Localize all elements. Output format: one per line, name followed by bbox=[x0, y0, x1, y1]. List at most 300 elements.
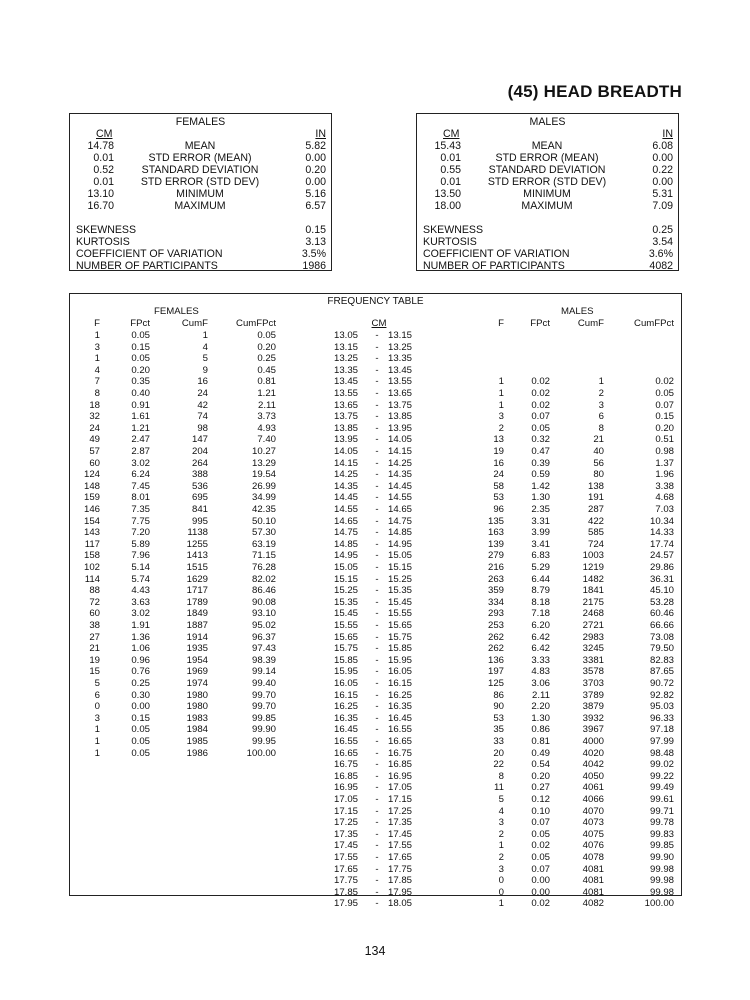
range-end: 15.75 bbox=[388, 631, 413, 643]
range-end: 15.05 bbox=[388, 550, 413, 562]
summary-cm-value: 0.01 bbox=[93, 176, 114, 188]
summary-label: STD ERROR (MEAN) bbox=[148, 152, 252, 164]
summary-in-value: 5.31 bbox=[652, 188, 673, 200]
female-cumf-value: 1629 bbox=[186, 573, 208, 585]
female-cumf-value: 74 bbox=[197, 411, 208, 423]
range-start: 15.55 bbox=[333, 620, 358, 631]
male-cumf-value: 4000 bbox=[582, 736, 604, 747]
female-cumf-value: 42 bbox=[197, 399, 208, 411]
female-cumf-value: 1984 bbox=[186, 724, 208, 736]
female-cumf-value: 4 bbox=[202, 341, 208, 353]
summary-row bbox=[417, 164, 673, 176]
female-fpct-value: 7.20 bbox=[131, 527, 150, 539]
male-fpct-value: 0.07 bbox=[531, 411, 550, 423]
female-cumfpct-value: 0.81 bbox=[257, 376, 276, 388]
male-f-value: 0 bbox=[498, 875, 504, 887]
female-cumfpct-value: 99.85 bbox=[251, 712, 276, 724]
male-cumfpct-value: 14.33 bbox=[649, 527, 674, 539]
summary-cm-value: 13.50 bbox=[434, 188, 461, 200]
range-dash: - bbox=[375, 689, 379, 701]
male-f-value: 16 bbox=[493, 457, 504, 469]
female-cumfpct-value: 63.19 bbox=[251, 538, 276, 550]
male-f-value: 334 bbox=[487, 596, 504, 608]
range-start: 15.95 bbox=[333, 666, 358, 678]
range-end: 13.75 bbox=[388, 399, 413, 411]
range-end: 15.15 bbox=[388, 562, 413, 573]
range-dash: - bbox=[375, 492, 379, 504]
male-f-value: 58 bbox=[493, 480, 504, 492]
range-end: 17.95 bbox=[388, 886, 413, 898]
female-fpct-value: 5.74 bbox=[131, 573, 150, 585]
female-cumf-value: 1983 bbox=[186, 712, 208, 724]
male-cumfpct-value: 99.02 bbox=[649, 759, 674, 771]
range-start: 14.35 bbox=[333, 480, 358, 492]
range-end: 13.85 bbox=[388, 411, 413, 423]
summary-row bbox=[70, 164, 326, 176]
female-cumf-value: 1986 bbox=[186, 747, 208, 759]
range-dash: - bbox=[375, 376, 379, 388]
range-dash: - bbox=[375, 631, 379, 643]
female-f-value: 3 bbox=[94, 712, 100, 724]
male-cumf-value: 724 bbox=[587, 538, 604, 550]
females-summary-box bbox=[69, 113, 332, 271]
male-fpct-value: 0.54 bbox=[531, 759, 550, 771]
female-f-value: 158 bbox=[83, 550, 100, 562]
female-fpct-value: 1.61 bbox=[131, 411, 150, 423]
range-dash: - bbox=[375, 875, 379, 887]
male-f-value: 86 bbox=[493, 689, 504, 701]
summary-label: MEAN bbox=[531, 140, 563, 152]
male-cumfpct-value: 3.38 bbox=[655, 480, 674, 492]
female-cumf-value: 1974 bbox=[186, 678, 208, 689]
range-start: 16.55 bbox=[333, 736, 358, 747]
female-f-value: 32 bbox=[89, 411, 100, 423]
male-fpct-value: 0.02 bbox=[531, 376, 550, 388]
female-f-value: 18 bbox=[89, 399, 100, 411]
summary-stat-row bbox=[76, 224, 326, 236]
range-dash: - bbox=[375, 654, 379, 666]
male-fpct-value: 0.86 bbox=[531, 724, 550, 736]
female-f-value: 27 bbox=[89, 631, 100, 643]
male-fpct-value: 0.49 bbox=[531, 747, 550, 759]
summary-stat-row bbox=[76, 236, 326, 248]
female-f-value: 60 bbox=[89, 608, 100, 620]
male-cumfpct-value: 1.96 bbox=[655, 469, 674, 481]
female-fpct-value: 0.05 bbox=[131, 747, 150, 759]
female-fpct-value: 3.02 bbox=[131, 457, 150, 469]
female-fpct-value: 8.01 bbox=[131, 492, 150, 504]
female-fpct-value: 0.30 bbox=[131, 689, 150, 701]
frequency-table bbox=[69, 293, 682, 910]
female-f-value: 143 bbox=[83, 527, 100, 539]
female-cumfpct-value: 96.37 bbox=[251, 631, 276, 643]
male-fpct-value: 0.81 bbox=[531, 736, 550, 747]
range-start: 17.75 bbox=[333, 875, 358, 887]
female-cumfpct-value: 50.10 bbox=[251, 515, 276, 527]
male-fpct-value: 1.30 bbox=[531, 492, 550, 504]
male-cumfpct-value: 99.98 bbox=[649, 886, 674, 898]
male-f-value: 135 bbox=[487, 515, 504, 527]
female-cumf-value: 1914 bbox=[186, 631, 208, 643]
male-cumf-value: 6 bbox=[598, 411, 604, 423]
male-cumfpct-value: 45.10 bbox=[649, 585, 674, 597]
summary-stat-row bbox=[423, 224, 673, 236]
male-cumf-value: 56 bbox=[593, 457, 604, 469]
female-cumfpct-value: 7.40 bbox=[257, 434, 276, 446]
range-end: 16.35 bbox=[388, 701, 413, 713]
range-dash: - bbox=[375, 527, 379, 539]
female-fpct-value: 0.00 bbox=[131, 701, 150, 713]
stat-label: NUMBER OF PARTICIPANTS bbox=[423, 260, 565, 272]
range-dash: - bbox=[375, 828, 379, 840]
female-cumf-value: 16 bbox=[197, 376, 208, 388]
range-start: 16.05 bbox=[333, 678, 358, 689]
female-fpct-value: 0.15 bbox=[131, 712, 150, 724]
summary-row bbox=[417, 200, 673, 212]
female-f-value: 1 bbox=[94, 736, 100, 747]
female-f-value: 6 bbox=[94, 689, 100, 701]
male-fpct-value: 7.18 bbox=[531, 608, 550, 620]
male-f-value: 20 bbox=[493, 747, 504, 759]
summary-row bbox=[70, 200, 326, 212]
female-cumf-value: 1849 bbox=[186, 608, 208, 620]
range-end: 14.35 bbox=[388, 469, 413, 481]
summary-label: MINIMUM bbox=[176, 188, 224, 200]
range-dash: - bbox=[375, 480, 379, 492]
summary-cm-value: 14.78 bbox=[87, 140, 114, 152]
male-cumfpct-value: 0.20 bbox=[655, 422, 674, 434]
male-fpct-value: 4.83 bbox=[531, 666, 550, 678]
summary-cm-value: 0.55 bbox=[440, 164, 461, 176]
range-dash: - bbox=[375, 782, 379, 794]
summary-row bbox=[417, 140, 673, 152]
female-fpct-value: 7.45 bbox=[131, 480, 150, 492]
female-f-value: 1 bbox=[94, 353, 100, 365]
male-cumf-value: 21 bbox=[593, 434, 604, 446]
female-f-value: 57 bbox=[89, 446, 100, 457]
range-end: 13.95 bbox=[388, 422, 413, 434]
male-f-value: 139 bbox=[487, 538, 504, 550]
male-f-value: 33 bbox=[493, 736, 504, 747]
male-cumf-value: 2 bbox=[598, 388, 604, 399]
range-end: 15.95 bbox=[388, 654, 413, 666]
female-cumfpct-value: 0.25 bbox=[257, 353, 276, 365]
female-cumfpct-value: 99.90 bbox=[251, 724, 276, 736]
male-f-value: 359 bbox=[487, 585, 504, 597]
range-start: 13.65 bbox=[333, 399, 358, 411]
range-end: 16.85 bbox=[388, 759, 413, 771]
male-cumf-value: 191 bbox=[587, 492, 604, 504]
female-f-value: 148 bbox=[83, 480, 100, 492]
summary-label: STANDARD DEVIATION bbox=[488, 164, 606, 176]
summary-cm-value: 13.10 bbox=[87, 188, 114, 200]
stat-label: COEFFICIENT OF VARIATION bbox=[76, 248, 223, 260]
male-cumfpct-value: 97.99 bbox=[649, 736, 674, 747]
males-summary-box bbox=[416, 113, 679, 271]
frequency-table-title: FREQUENCY TABLE bbox=[327, 296, 424, 307]
female-fpct-value: 5.14 bbox=[131, 562, 150, 573]
male-cumfpct-value: 99.78 bbox=[649, 817, 674, 829]
male-fpct-value: 0.05 bbox=[531, 828, 550, 840]
female-f-value: 0 bbox=[94, 701, 100, 713]
range-end: 16.75 bbox=[388, 747, 413, 759]
male-cumfpct-value: 1.37 bbox=[655, 457, 674, 469]
male-fpct-value: 0.59 bbox=[531, 469, 550, 481]
range-dash: - bbox=[375, 411, 379, 423]
female-cumfpct-value: 99.70 bbox=[251, 689, 276, 701]
male-f-value: 125 bbox=[487, 678, 504, 689]
range-start: 13.55 bbox=[333, 388, 358, 399]
range-start: 16.65 bbox=[333, 747, 358, 759]
range-dash: - bbox=[375, 712, 379, 724]
male-fpct-value: 0.07 bbox=[531, 863, 550, 875]
male-fpct-value: 1.42 bbox=[531, 480, 550, 492]
male-fpct-value: 0.02 bbox=[531, 840, 550, 852]
female-f-value: 24 bbox=[89, 422, 100, 434]
range-end: 15.55 bbox=[388, 608, 413, 620]
male-cumf-value: 4070 bbox=[582, 805, 604, 817]
female-f-value: 19 bbox=[89, 654, 100, 666]
male-cumf-value: 4075 bbox=[582, 828, 604, 840]
female-cumfpct-value: 34.99 bbox=[251, 492, 276, 504]
range-dash: - bbox=[375, 898, 379, 910]
male-f-value: 216 bbox=[487, 562, 504, 573]
male-f-value: 262 bbox=[487, 631, 504, 643]
range-dash: - bbox=[375, 388, 379, 399]
summary-stat-row bbox=[76, 260, 326, 272]
range-end: 13.55 bbox=[388, 376, 413, 388]
range-start: 13.25 bbox=[333, 353, 358, 365]
male-f-value: 8 bbox=[498, 770, 504, 782]
range-start: 16.95 bbox=[333, 782, 358, 794]
col-header-cumfpct: CumFPct bbox=[634, 318, 674, 329]
range-end: 16.45 bbox=[388, 712, 413, 724]
stat-label: KURTOSIS bbox=[423, 236, 477, 248]
male-cumf-value: 1482 bbox=[582, 573, 604, 585]
range-end: 14.05 bbox=[388, 434, 413, 446]
range-dash: - bbox=[375, 770, 379, 782]
male-fpct-value: 0.47 bbox=[531, 446, 550, 457]
range-dash: - bbox=[375, 550, 379, 562]
summary-in-value: 0.00 bbox=[305, 152, 326, 164]
summary-in-value: 0.20 bbox=[305, 164, 326, 176]
range-start: 15.75 bbox=[333, 643, 358, 655]
range-end: 16.15 bbox=[388, 678, 413, 689]
male-cumfpct-value: 99.71 bbox=[649, 805, 674, 817]
male-cumfpct-value: 0.98 bbox=[655, 446, 674, 457]
range-end: 13.35 bbox=[388, 353, 413, 365]
female-cumfpct-value: 57.30 bbox=[251, 527, 276, 539]
stat-label: NUMBER OF PARTICIPANTS bbox=[76, 260, 218, 272]
female-fpct-value: 0.40 bbox=[131, 388, 150, 399]
female-cumf-value: 695 bbox=[191, 492, 208, 504]
male-cumf-value: 3703 bbox=[582, 678, 604, 689]
range-start: 13.05 bbox=[333, 330, 358, 341]
range-start: 17.55 bbox=[333, 852, 358, 863]
range-end: 17.55 bbox=[388, 840, 413, 852]
male-cumf-value: 287 bbox=[587, 504, 604, 515]
male-cumfpct-value: 0.02 bbox=[655, 376, 674, 388]
male-cumf-value: 4081 bbox=[582, 875, 604, 887]
male-f-value: 1 bbox=[498, 840, 504, 852]
male-f-value: 1 bbox=[498, 399, 504, 411]
summary-stat-row bbox=[423, 260, 673, 272]
range-end: 13.45 bbox=[388, 364, 413, 376]
summary-in-value: 0.00 bbox=[305, 176, 326, 188]
summary-cm-value: 15.43 bbox=[434, 140, 461, 152]
summary-cm-value: 16.70 bbox=[87, 200, 114, 212]
female-cumf-value: 1 bbox=[202, 330, 208, 341]
range-dash: - bbox=[375, 434, 379, 446]
female-cumfpct-value: 90.08 bbox=[251, 596, 276, 608]
male-f-value: 3 bbox=[498, 863, 504, 875]
male-cumfpct-value: 99.49 bbox=[649, 782, 674, 794]
range-dash: - bbox=[375, 736, 379, 747]
female-cumfpct-value: 10.27 bbox=[251, 446, 276, 457]
male-cumf-value: 1219 bbox=[582, 562, 604, 573]
summary-label: STANDARD DEVIATION bbox=[141, 164, 259, 176]
range-start: 15.45 bbox=[333, 608, 358, 620]
range-start: 14.25 bbox=[333, 469, 358, 481]
male-f-value: 53 bbox=[493, 712, 504, 724]
female-cumfpct-value: 4.93 bbox=[257, 422, 276, 434]
range-dash: - bbox=[375, 422, 379, 434]
female-f-value: 102 bbox=[83, 562, 100, 573]
female-cumfpct-value: 76.28 bbox=[251, 562, 276, 573]
summary-in-value: 6.08 bbox=[652, 140, 673, 152]
female-fpct-value: 5.89 bbox=[131, 538, 150, 550]
male-fpct-value: 3.31 bbox=[531, 515, 550, 527]
summary-label: MEAN bbox=[184, 140, 216, 152]
female-fpct-value: 0.20 bbox=[131, 364, 150, 376]
male-cumfpct-value: 4.68 bbox=[655, 492, 674, 504]
female-f-value: 72 bbox=[89, 596, 100, 608]
range-end: 17.35 bbox=[388, 817, 413, 829]
male-f-value: 262 bbox=[487, 643, 504, 655]
female-cumf-value: 841 bbox=[191, 504, 208, 515]
male-cumfpct-value: 99.90 bbox=[649, 852, 674, 863]
female-cumf-value: 1980 bbox=[186, 701, 208, 713]
female-f-value: 38 bbox=[89, 620, 100, 631]
stat-value: 3.5% bbox=[301, 248, 326, 260]
males-summary-header: MALES bbox=[529, 116, 566, 128]
female-cumf-value: 1515 bbox=[186, 562, 208, 573]
female-fpct-value: 0.15 bbox=[131, 341, 150, 353]
stat-value: 3.13 bbox=[305, 236, 326, 248]
male-fpct-value: 0.02 bbox=[531, 399, 550, 411]
male-cumf-value: 585 bbox=[587, 527, 604, 539]
male-cumf-value: 3932 bbox=[582, 712, 604, 724]
summary-in-value: 7.09 bbox=[652, 200, 673, 212]
male-cumf-value: 2983 bbox=[582, 631, 604, 643]
male-f-value: 1 bbox=[498, 376, 504, 388]
female-cumfpct-value: 82.02 bbox=[251, 573, 276, 585]
female-cumf-value: 1138 bbox=[187, 527, 208, 539]
range-dash: - bbox=[375, 330, 379, 341]
female-cumfpct-value: 26.99 bbox=[251, 480, 276, 492]
range-end: 14.85 bbox=[388, 527, 413, 539]
male-fpct-value: 0.32 bbox=[531, 434, 550, 446]
stat-value: 1986 bbox=[302, 260, 326, 272]
male-cumfpct-value: 17.74 bbox=[649, 538, 674, 550]
male-fpct-value: 0.05 bbox=[531, 852, 550, 863]
summary-in-value: 0.00 bbox=[652, 152, 673, 164]
female-cumf-value: 204 bbox=[191, 446, 208, 457]
stat-value: 0.15 bbox=[305, 224, 326, 236]
col-header-cumf: CumF bbox=[181, 318, 208, 329]
male-cumf-value: 3 bbox=[598, 399, 604, 411]
female-cumf-value: 1887 bbox=[186, 620, 208, 631]
range-start: 16.35 bbox=[333, 712, 358, 724]
male-f-value: 293 bbox=[487, 608, 504, 620]
male-cumf-value: 4082 bbox=[582, 898, 604, 910]
male-fpct-value: 8.79 bbox=[531, 585, 550, 597]
male-cumf-value: 138 bbox=[587, 480, 604, 492]
range-dash: - bbox=[375, 562, 379, 573]
range-end: 17.85 bbox=[388, 875, 413, 887]
male-cumfpct-value: 0.15 bbox=[655, 411, 674, 423]
range-start: 14.95 bbox=[333, 550, 358, 562]
male-cumf-value: 80 bbox=[593, 469, 604, 481]
summary-label: STD ERROR (MEAN) bbox=[495, 152, 599, 164]
female-cumfpct-value: 98.39 bbox=[251, 654, 276, 666]
male-cumfpct-value: 99.61 bbox=[649, 794, 674, 805]
females-unit-cm: CM bbox=[96, 128, 113, 140]
range-dash: - bbox=[375, 353, 379, 365]
summary-cm-value: 0.01 bbox=[93, 152, 114, 164]
male-cumfpct-value: 73.08 bbox=[649, 631, 674, 643]
male-cumf-value: 4042 bbox=[582, 759, 604, 771]
range-end: 15.45 bbox=[388, 596, 413, 608]
female-f-value: 8 bbox=[94, 388, 100, 399]
female-cumfpct-value: 100.00 bbox=[246, 747, 276, 759]
range-dash: - bbox=[375, 341, 379, 353]
male-cumfpct-value: 29.86 bbox=[649, 562, 674, 573]
female-cumfpct-value: 99.14 bbox=[251, 666, 276, 678]
male-fpct-value: 0.00 bbox=[531, 886, 550, 898]
range-start: 17.65 bbox=[333, 863, 358, 875]
stat-label: SKEWNESS bbox=[423, 224, 484, 236]
female-cumf-value: 1789 bbox=[186, 596, 208, 608]
male-fpct-value: 0.10 bbox=[531, 805, 550, 817]
range-end: 16.65 bbox=[388, 736, 413, 747]
male-f-value: 253 bbox=[487, 620, 504, 631]
female-cumf-value: 1980 bbox=[186, 689, 208, 701]
range-end: 17.65 bbox=[388, 852, 413, 863]
male-fpct-value: 6.44 bbox=[531, 573, 550, 585]
male-cumf-value: 4050 bbox=[582, 770, 604, 782]
male-cumfpct-value: 0.07 bbox=[655, 399, 674, 411]
summary-label: STD ERROR (STD DEV) bbox=[487, 176, 607, 188]
males-unit-cm: CM bbox=[443, 128, 460, 140]
female-f-value: 1 bbox=[94, 747, 100, 759]
male-cumfpct-value: 99.83 bbox=[649, 828, 674, 840]
col-header-cumfpct: CumFPct bbox=[236, 318, 276, 329]
female-cumf-value: 1935 bbox=[186, 643, 208, 655]
range-dash: - bbox=[375, 678, 379, 689]
male-f-value: 0 bbox=[498, 886, 504, 898]
col-header-fpct: FPct bbox=[130, 318, 150, 329]
male-cumfpct-value: 0.05 bbox=[655, 388, 674, 399]
male-fpct-value: 8.18 bbox=[531, 596, 550, 608]
female-cumfpct-value: 0.45 bbox=[257, 364, 276, 376]
female-cumf-value: 147 bbox=[191, 434, 208, 446]
male-fpct-value: 3.99 bbox=[531, 527, 550, 539]
female-fpct-value: 0.05 bbox=[131, 330, 150, 341]
range-dash: - bbox=[375, 504, 379, 515]
female-cumf-value: 1969 bbox=[186, 666, 208, 678]
stat-value: 3.6% bbox=[648, 248, 673, 260]
